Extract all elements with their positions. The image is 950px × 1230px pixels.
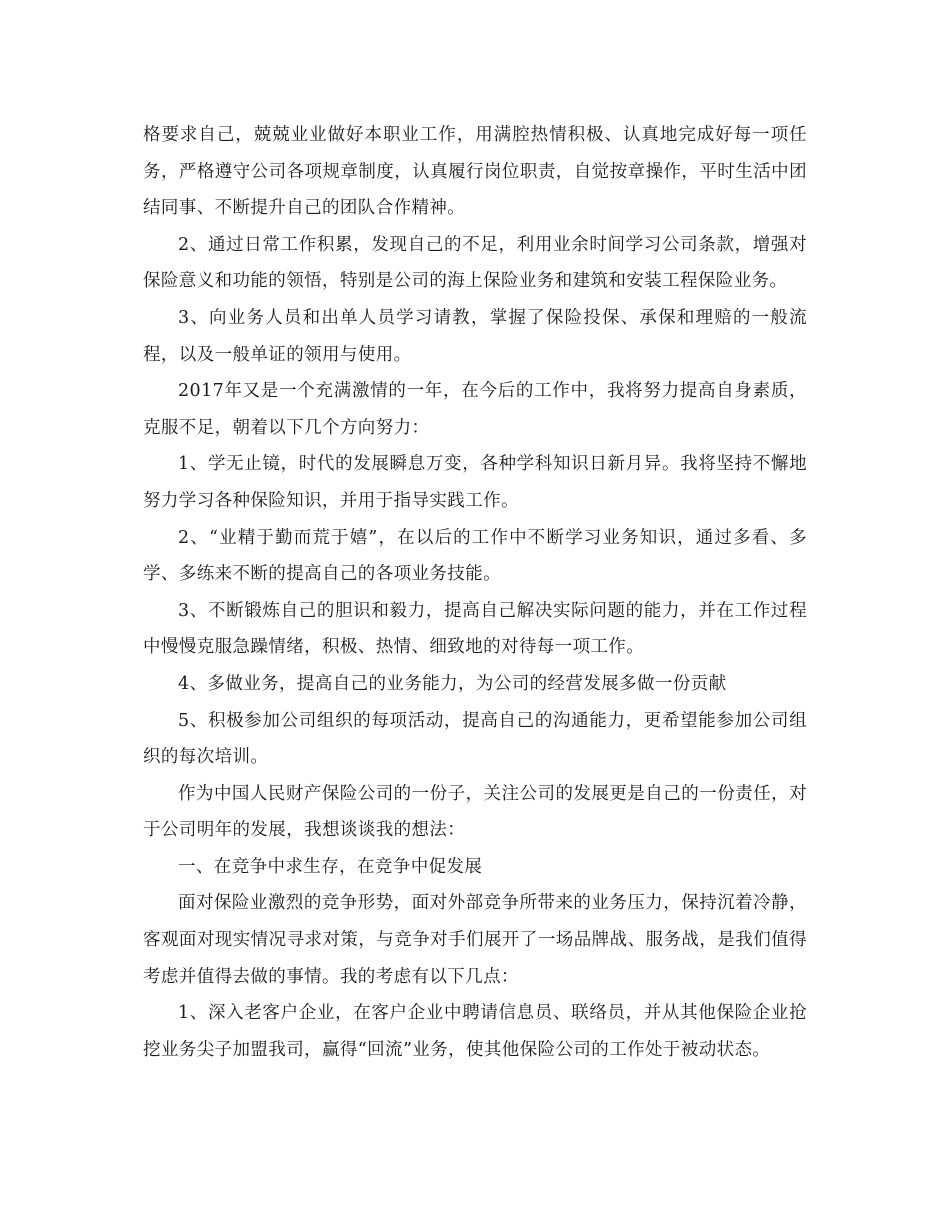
- paragraph: 2017年又是一个充满激情的一年，在今后的工作中，我将努力提高自身素质，克服不足，朝着以下几个方向努力：: [143, 381, 807, 438]
- paragraph: 格要求自己，兢兢业业做好本职业工作，用满腔热情积极、认真地完成好每一项任务，严格遵守公司各项规章制度，认真履行岗位职责，自觉按章操作，平时生活中团结同事、不断提升自己的团队合作精神。: [143, 125, 807, 219]
- paragraph: 3、向业务人员和出单人员学习请教，掌握了保险投保、承保和理赔的一般流程，以及一般单证的领用与使用。: [143, 307, 807, 365]
- paragraph: 面对保险业激烈的竞争形势，面对外部竞争所带来的业务压力，保持沉着冷静，客观面对现实情况寻求对策，与竞争对手们展开了一场品牌战、服务战，是我们值得考虑并值得去做的事情。我的考虑有以下几点：: [143, 893, 807, 987]
- section-heading: 一、在竞争中求生存，在竞争中促发展: [178, 856, 483, 877]
- paragraph: 1、学无止镜，时代的发展瞬息万变，各种学科知识日新月异。我将坚持不懈地努力学习各种保险知识，并用于指导实践工作。: [143, 454, 807, 511]
- paragraph: 2、通过日常工作积累，发现自己的不足，利用业余时间学习公司条款，增强对保险意义和功能的领悟，特别是公司的海上保险业务和建筑和安装工程保险业务。: [143, 234, 807, 292]
- paragraph: 4、多做业务，提高自己的业务能力，为公司的经营发展多做一份贡献: [178, 673, 727, 694]
- paragraph: 作为中国人民财产保险公司的一份子，关注公司的发展更是自己的一份责任，对于公司明年的发展，我想谈谈我的想法：: [143, 783, 807, 841]
- paragraph: 3、不断锻炼自己的胆识和毅力，提高自己解决实际问题的能力，并在工作过程中慢慢克服急躁情绪，积极、热情、细致地的对待每一项工作。: [143, 600, 807, 658]
- document-body: [143, 117, 807, 1068]
- paragraph: 2、“业精于勤而荒于嬉”，在以后的工作中不断学习业务知识，通过多看、多学、多练来不断的提高自己的各项业务技能。: [143, 527, 807, 585]
- paragraph: 5、积极参加公司组织的每项活动，提高自己的沟通能力，更希望能参加公司组织的每次培训。: [143, 710, 807, 768]
- paragraph: 1、深入老客户企业，在客户企业中聘请信息员、联络员，并从其他保险企业抢挖业务尖子加盟我司，赢得“回流”业务，使其他保险公司的工作处于被动状态。: [143, 1003, 807, 1060]
